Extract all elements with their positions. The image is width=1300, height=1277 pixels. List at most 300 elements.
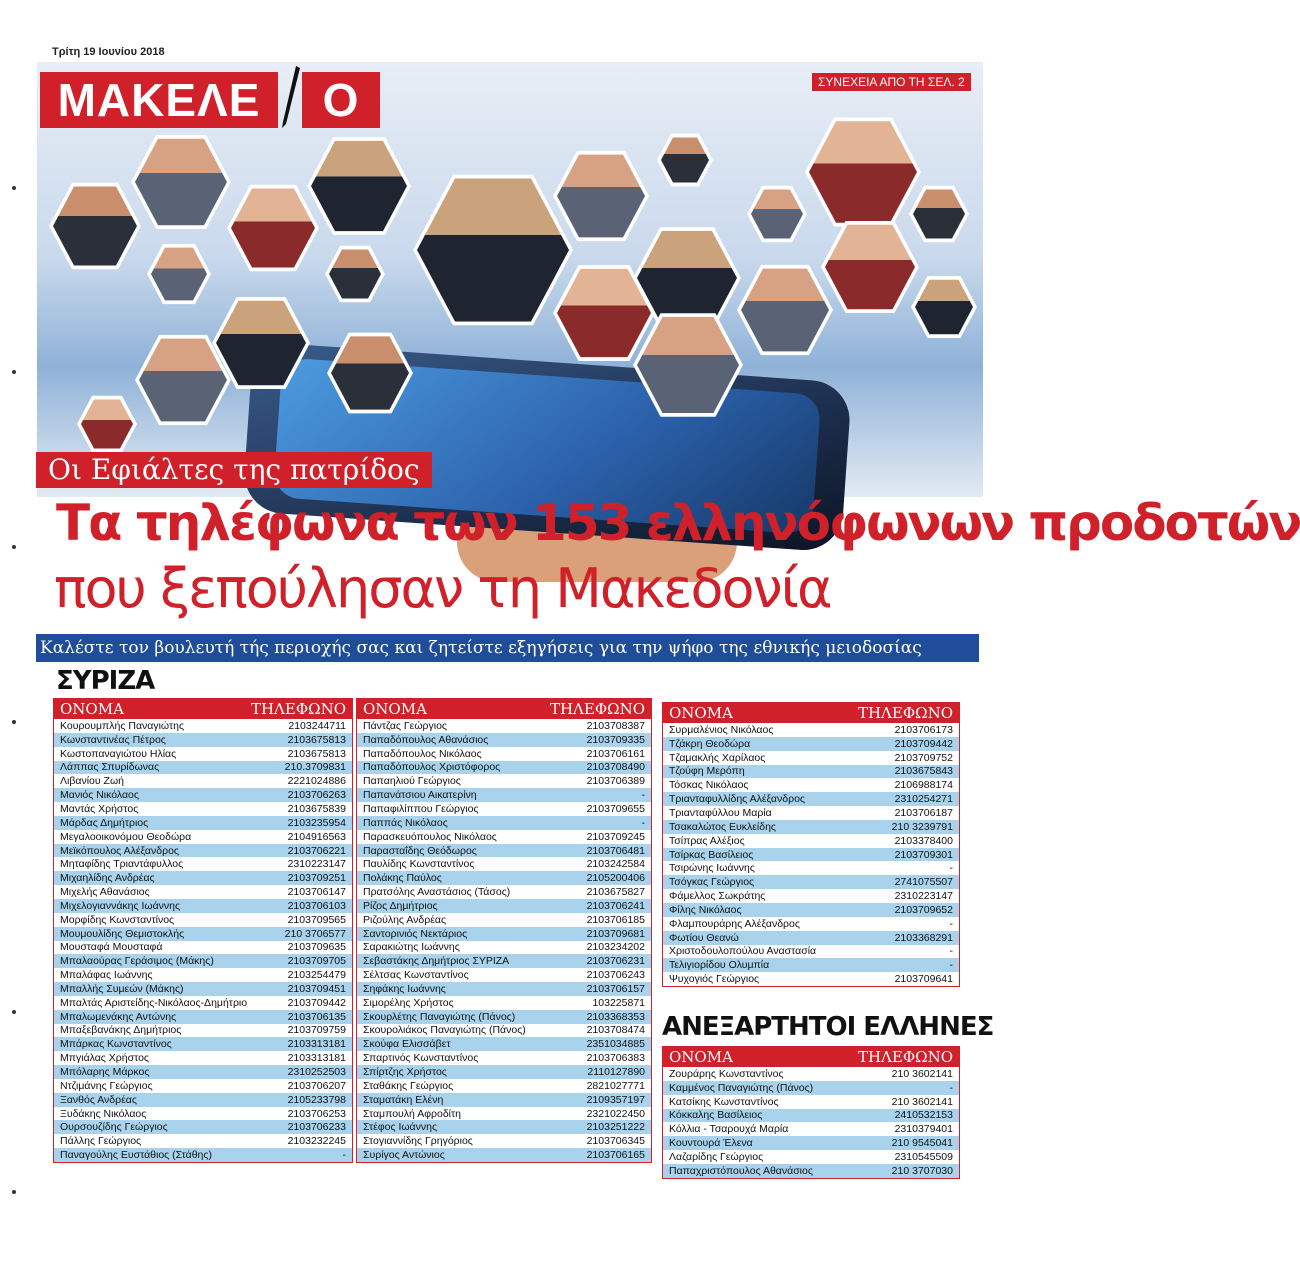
mp-phone: 2103235954 — [287, 816, 346, 829]
mp-phone: 2103232245 — [287, 1135, 346, 1148]
portrait-hex — [77, 394, 137, 454]
mp-name: Παπαδόπουλος Χριστόφορος — [363, 761, 501, 774]
mp-name: Φωτίου Θεανώ — [669, 931, 739, 944]
logo-text-right: Ο — [302, 72, 380, 128]
mp-name: Κουρουμπλής Παναγιώτης — [60, 719, 185, 732]
mp-phone: 2103244711 — [288, 719, 346, 732]
mp-name: Μιχαηλίδης Ανδρέας — [60, 872, 155, 885]
pen-icon — [278, 66, 302, 130]
table-row — [357, 913, 651, 927]
table-row — [54, 927, 352, 941]
mp-name: Ριζούλης Ανδρέας — [363, 913, 447, 926]
mp-phone: 2103706103 — [287, 899, 346, 912]
table-row — [663, 1081, 959, 1095]
table-row — [54, 830, 352, 844]
table-row — [54, 871, 352, 885]
portrait-hex — [657, 132, 713, 188]
mp-name: Σέλτσας Κωνσταντίνος — [363, 969, 469, 982]
table-row — [54, 1093, 352, 1107]
phone-column-header: ΤΗΛΕΦΩΝΟ — [857, 1048, 953, 1066]
table-row — [663, 737, 959, 751]
table-row — [663, 1136, 959, 1150]
mp-name: Τσίπρας Αλέξιος — [669, 834, 745, 847]
table-header — [663, 1047, 959, 1067]
mp-phone: 2103709335 — [586, 733, 645, 746]
mp-phone: 2103709251 — [287, 872, 346, 885]
mp-name: Μορφίδης Κωνσταντίνος — [60, 913, 175, 926]
mp-phone: 2103675813 — [287, 747, 346, 760]
mp-phone: 210 3602141 — [891, 1095, 953, 1108]
table-header — [54, 699, 352, 719]
table-row — [54, 857, 352, 871]
mp-phone: 210 3707030 — [891, 1164, 953, 1177]
table-row — [54, 802, 352, 816]
mp-phone: 2310223147 — [894, 890, 953, 903]
mp-name: Σεβαστάκης Δημήτριος ΣΥΡΙΖΑ — [363, 955, 510, 968]
mp-phone: 2109357197 — [586, 1093, 645, 1106]
mp-phone: 2103251222 — [586, 1121, 645, 1134]
mp-phone: - — [641, 789, 645, 802]
mp-name: Τσιρώνης Ιωάννης — [669, 862, 755, 875]
continued-from-badge: ΣΥΝΕΧΕΙΑ ΑΠΟ ΤΗ ΣΕΛ. 2 — [812, 73, 971, 91]
mp-name: Ψυχογιός Γεώργιος — [669, 973, 760, 986]
mp-phone: - — [949, 959, 953, 972]
mp-name: Πάλλης Γεώργιος — [60, 1135, 142, 1148]
mp-phone: 210 3239791 — [891, 820, 953, 833]
mp-phone: 2821027771 — [586, 1079, 645, 1092]
table-row — [54, 1010, 352, 1024]
table-row — [54, 1107, 352, 1121]
mp-phone: 2103368353 — [586, 1010, 645, 1023]
table-row — [663, 765, 959, 779]
mp-name: Μπόλαρης Μάρκος — [60, 1066, 150, 1079]
table-row — [357, 1134, 651, 1148]
mp-phone: 2103706263 — [287, 789, 346, 802]
mp-phone: 2310223147 — [287, 858, 346, 871]
table-row — [54, 899, 352, 913]
table-row — [357, 830, 651, 844]
mp-phone: 2105233798 — [287, 1093, 346, 1106]
table-row — [663, 972, 959, 986]
mp-name: Μπαλτάς Αριστείδης-Νικόλαος-Δημήτριο — [60, 996, 248, 1009]
mp-phone: 2310545509 — [894, 1150, 953, 1163]
mp-name: Σαρακιώτης Ιωάννης — [363, 941, 460, 954]
mp-phone: 2103706161 — [586, 747, 645, 760]
mp-phone: 2221024886 — [287, 775, 346, 788]
mp-name: Μηταφίδης Τριαντάφυλλος — [60, 858, 184, 871]
table-row — [663, 1150, 959, 1164]
mp-phone: 2103675827 — [586, 886, 645, 899]
table-row — [357, 774, 651, 788]
mp-phone: 2103242584 — [586, 858, 645, 871]
mp-phone: 2103706135 — [287, 1010, 346, 1023]
mp-name: Παπαδόπουλος Νικόλαος — [363, 747, 482, 760]
mp-phone: 2103709635 — [287, 941, 346, 954]
mp-phone: 2103709442 — [894, 737, 953, 750]
mp-phone: 2103675839 — [287, 802, 346, 815]
table-row — [663, 806, 959, 820]
mp-name: Λιβανίου Ζωή — [60, 775, 124, 788]
margin-mark — [12, 186, 16, 190]
mp-name: Ξυδάκης Νικόλαος — [60, 1107, 147, 1120]
mp-name: Σιμορέλης Χρήστος — [363, 996, 454, 1009]
phone-column-header: ΤΗΛΕΦΩΝΟ — [857, 704, 953, 722]
mp-name: Τζαμακλής Χαρίλαος — [669, 751, 766, 764]
mp-phone: 2103706231 — [586, 955, 645, 968]
mp-phone: 2310252503 — [287, 1066, 346, 1079]
table-row — [54, 761, 352, 775]
table-row — [54, 1037, 352, 1051]
mp-name: Σκούφα Ελισσάβετ — [363, 1038, 451, 1051]
mp-phone: 2103706221 — [287, 844, 346, 857]
portrait-hex — [737, 262, 833, 358]
table-row — [357, 1065, 651, 1079]
mp-name: Τόσκας Νικόλαος — [669, 779, 749, 792]
mp-name: Κουντουρά Έλενα — [669, 1137, 753, 1150]
mp-phone: 2410532153 — [894, 1109, 953, 1122]
mp-phone: 2310379401 — [894, 1123, 953, 1136]
table-row — [663, 1095, 959, 1109]
mp-name: Φάμελλος Σωκράτης — [669, 890, 766, 903]
mp-name: Μουσταφά Μουσταφά — [60, 941, 163, 954]
mp-name: Μπάρκας Κωνσταντίνος — [60, 1038, 172, 1051]
portrait-hex-large — [413, 170, 573, 330]
table-row — [54, 954, 352, 968]
table-header — [663, 703, 959, 723]
mp-name: Παρασκευόπουλος Νικόλαος — [363, 830, 497, 843]
table-row — [357, 1079, 651, 1093]
party-title-syriza: ΣΥΡΙΖΑ — [56, 666, 155, 696]
table-row — [54, 885, 352, 899]
mp-name: Μπαλλής Συμεών (Μάκης) — [60, 982, 184, 995]
mp-name: Στογιαννίδης Γρηγόριος — [363, 1135, 473, 1148]
issue-date: Τρίτη 19 Ιουνίου 2018 — [52, 46, 165, 58]
mp-name: Παπαδόπουλος Αθανάσιος — [363, 733, 489, 746]
table-row — [54, 1148, 352, 1162]
mp-name: Μπγιάλας Χρήστος — [60, 1052, 149, 1065]
mp-phone: 2103706389 — [586, 775, 645, 788]
mp-phone: - — [949, 1081, 953, 1094]
table-header — [357, 699, 651, 719]
mp-phone: 210 3602141 — [891, 1067, 953, 1080]
logo-text-left: ΜΑΚΕΛΕ — [40, 72, 278, 128]
table-row — [54, 719, 352, 733]
mp-phone: - — [342, 1149, 346, 1162]
mp-phone: 2103709705 — [287, 955, 346, 968]
mp-name: Τζάκρη Θεοδώρα — [669, 737, 751, 750]
mp-phone: 2103706233 — [287, 1121, 346, 1134]
mp-phone: 2103709245 — [586, 830, 645, 843]
mp-name: Τσόγκας Γεώργιος — [669, 876, 755, 889]
article-kicker: Οι Εφιάλτες της πατρίδος — [36, 452, 432, 488]
table-row — [357, 788, 651, 802]
mp-phone: - — [949, 945, 953, 958]
table-row — [663, 1109, 959, 1123]
table-row — [663, 917, 959, 931]
table-row — [54, 747, 352, 761]
table-row — [54, 1024, 352, 1038]
table-row — [54, 1065, 352, 1079]
table-row — [357, 968, 651, 982]
mp-phone: 2103708474 — [586, 1024, 645, 1037]
mp-name: Λαζαρίδης Γεώργιος — [669, 1150, 764, 1163]
table-row — [663, 1164, 959, 1178]
mp-phone: 2741075507 — [894, 876, 953, 889]
mp-phone: 2103706185 — [586, 913, 645, 926]
portrait-hex — [805, 114, 921, 230]
mp-phone: 2103313181 — [287, 1038, 346, 1051]
mp-phone: 2103708387 — [586, 719, 645, 732]
phone-table-col1 — [53, 698, 353, 1163]
mp-name: Τσίρκας Βασίλειος — [669, 848, 754, 861]
table-row — [663, 792, 959, 806]
mp-phone: 2103706157 — [586, 982, 645, 995]
mp-phone: 2103709565 — [287, 913, 346, 926]
mp-phone: 2103709681 — [586, 927, 645, 940]
mp-name: Πρατσόλης Αναστάσιος (Τάσος) — [363, 886, 511, 899]
mp-name: Μιχελής Αθανάσιος — [60, 886, 150, 899]
mp-phone: - — [949, 917, 953, 930]
mp-name: Μιχελογιαννάκης Ιωάννης — [60, 899, 181, 912]
mp-name: Λάππας Σπυρίδωνας — [60, 761, 160, 774]
headline-line-2: που ξεπούλησαν τη Μακεδονία — [54, 557, 831, 620]
mp-name: Παππάς Νικόλαος — [363, 816, 448, 829]
mp-name: Φίλης Νικόλαος — [669, 903, 742, 916]
mp-phone: 2103368291 — [894, 931, 953, 944]
mp-phone: 2104916563 — [287, 830, 346, 843]
portrait-hex — [131, 132, 231, 232]
table-row — [663, 751, 959, 765]
table-row — [357, 941, 651, 955]
table-row — [663, 861, 959, 875]
name-column-header: ΟΝΟΜΑ — [60, 700, 124, 718]
portrait-hex — [227, 182, 319, 274]
margin-mark — [12, 720, 16, 724]
mp-phone: 2103706253 — [287, 1107, 346, 1120]
phone-table-anel — [662, 1046, 960, 1179]
table-row — [54, 844, 352, 858]
table-row — [54, 982, 352, 996]
name-column-header: ΟΝΟΜΑ — [669, 704, 733, 722]
mp-phone: 2103708490 — [586, 761, 645, 774]
mp-name: Σκουρλέτης Παναγιώτης (Πάνος) — [363, 1010, 516, 1023]
mp-name: Στέφος Ιωάννης — [363, 1121, 438, 1134]
mp-name: Μάρδας Δημήτριος — [60, 816, 149, 829]
name-column-header: ΟΝΟΜΑ — [363, 700, 427, 718]
table-row — [357, 871, 651, 885]
mp-name: Σταθάκης Γεώργιος — [363, 1079, 454, 1092]
table-row — [663, 723, 959, 737]
table-row — [54, 996, 352, 1010]
table-row — [54, 913, 352, 927]
mp-name: Σπαρτινός Κωνσταντίνος — [363, 1052, 479, 1065]
table-row — [663, 1122, 959, 1136]
mp-name: Τζούφη Μερόπη — [669, 765, 745, 778]
mp-name: Σταματάκη Ελένη — [363, 1093, 444, 1106]
mp-name: Κωνσταντινέας Πέτρος — [60, 733, 166, 746]
margin-mark — [12, 370, 16, 374]
table-row — [663, 889, 959, 903]
portrait-hex — [911, 274, 977, 340]
table-row — [54, 968, 352, 982]
mp-name: Καμμένος Παναγιώτης (Πάνος) — [669, 1081, 814, 1094]
mp-name: Φλαμπουράρης Αλέξανδρος — [669, 917, 800, 930]
table-row — [663, 834, 959, 848]
mp-name: Μπαλαούρας Γεράσιμος (Μάκης) — [60, 955, 214, 968]
table-row — [663, 945, 959, 959]
phone-column-header: ΤΗΛΕΦΩΝΟ — [549, 700, 645, 718]
mp-phone: 2103706345 — [586, 1135, 645, 1148]
mp-name: Ζουράρης Κωνσταντίνος — [669, 1067, 784, 1080]
subheading-bar: Καλέστε τον βουλευτή τής περιοχής σας και ζητείστε εξηγήσεις για την ψήφο της εθνικής μειοδοσίας — [36, 634, 979, 662]
mp-name: Χριστοδουλοπούλου Αναστασία — [669, 945, 817, 958]
mp-phone: 210.3709831 — [284, 761, 346, 774]
table-row — [357, 761, 651, 775]
mp-phone: 2103254479 — [287, 969, 346, 982]
mp-phone: 2103706481 — [586, 844, 645, 857]
mp-name: Παπαχριστόπουλος Αθανάσιος — [669, 1164, 813, 1177]
table-row — [663, 903, 959, 917]
mp-name: Κατσίκης Κωνσταντίνος — [669, 1095, 779, 1108]
table-row — [54, 1134, 352, 1148]
portrait-hex — [49, 180, 141, 272]
table-row — [357, 1037, 651, 1051]
mp-phone: 2103313181 — [287, 1052, 346, 1065]
table-row — [663, 1067, 959, 1081]
portrait-hex — [747, 184, 807, 244]
portrait-hex — [307, 134, 411, 238]
mp-phone: 210 9545041 — [891, 1137, 953, 1150]
table-row — [357, 885, 651, 899]
mp-name: Ρίζος Δημήτριος — [363, 899, 438, 912]
mp-name: Τσακαλώτος Ευκλείδης — [669, 820, 776, 833]
mp-name: Τριανταφύλλου Μαρία — [669, 806, 772, 819]
mp-name: Μαντάς Χρήστος — [60, 802, 139, 815]
portrait-hex — [147, 242, 211, 306]
mp-phone: 2351034885 — [586, 1038, 645, 1051]
mp-name: Ουρσουζίδης Γεώργιος — [60, 1121, 168, 1134]
mp-name: Παρασταΐδης Θεόδωρος — [363, 844, 477, 857]
mp-phone: 2103709301 — [894, 848, 953, 861]
mp-phone: 2103706243 — [586, 969, 645, 982]
mp-phone: - — [641, 816, 645, 829]
table-row — [357, 844, 651, 858]
mp-name: Μανιός Νικόλαος — [60, 789, 139, 802]
mp-phone: 2103709759 — [287, 1024, 346, 1037]
mp-phone: 2310254271 — [894, 793, 953, 806]
newspaper-logo — [40, 66, 380, 130]
mp-name: Σκουρολιάκος Παναγιώτης (Πάνος) — [363, 1024, 526, 1037]
mp-name: Τριανταφυλλίδης Αλέξανδρος — [669, 793, 805, 806]
portrait-hex — [909, 184, 969, 244]
table-row — [357, 1148, 651, 1162]
table-row — [54, 1079, 352, 1093]
mp-name: Σηφάκης Ιωάννης — [363, 982, 446, 995]
table-row — [357, 816, 651, 830]
name-column-header: ΟΝΟΜΑ — [669, 1048, 733, 1066]
mp-phone: 2106988174 — [894, 779, 953, 792]
table-row — [357, 719, 651, 733]
mp-phone: 2103706165 — [586, 1149, 645, 1162]
mp-name: Ντζιμάνης Γεώργιος — [60, 1079, 153, 1092]
mp-phone: 2105200406 — [586, 872, 645, 885]
mp-phone: 103225871 — [592, 996, 645, 1009]
mp-phone: 2103706241 — [586, 899, 645, 912]
margin-mark — [12, 545, 16, 549]
table-row — [663, 848, 959, 862]
mp-name: Πολάκης Παύλος — [363, 872, 442, 885]
mp-phone: 2103675813 — [287, 733, 346, 746]
mp-name: Κόκκαλης Βασίλειος — [669, 1109, 763, 1122]
mp-phone: 2103709655 — [586, 802, 645, 815]
margin-mark — [12, 1190, 16, 1194]
table-row — [663, 778, 959, 792]
table-row — [357, 1107, 651, 1121]
table-row — [357, 733, 651, 747]
mp-name: Παπανάτσιου Αικατερίνη — [363, 789, 477, 802]
table-row — [357, 899, 651, 913]
mp-name: Τελιγιορίδου Ολυμπία — [669, 959, 770, 972]
table-row — [357, 1051, 651, 1065]
mp-name: Συρίγος Αντώνιος — [363, 1149, 445, 1162]
table-row — [54, 733, 352, 747]
mp-name: Συρμαλένιος Νικόλαος — [669, 723, 774, 736]
mp-name: Σπίρτζης Χρήστος — [363, 1066, 447, 1079]
mp-phone: 2103709652 — [894, 903, 953, 916]
table-row — [54, 941, 352, 955]
mp-phone: 2321022450 — [586, 1107, 645, 1120]
table-row — [357, 982, 651, 996]
mp-name: Παυλίδης Κωνσταντίνος — [363, 858, 475, 871]
mp-phone: 2103709752 — [894, 751, 953, 764]
mp-name: Παπαφιλίππου Γεώργιος — [363, 802, 479, 815]
table-row — [357, 747, 651, 761]
mp-name: Μπαλωμενάκης Αντώνης — [60, 1010, 177, 1023]
mp-phone: 210 3706577 — [284, 927, 346, 940]
table-row — [357, 1024, 651, 1038]
mp-name: Μπαξεβανάκης Δημήτριος — [60, 1024, 182, 1037]
table-row — [357, 1120, 651, 1134]
mp-phone: 2103706147 — [287, 886, 346, 899]
mp-phone: 2103675843 — [894, 765, 953, 778]
phone-table-col2 — [356, 698, 652, 1163]
phone-table-col3 — [662, 702, 960, 987]
table-row — [663, 958, 959, 972]
portrait-hex — [821, 218, 919, 316]
table-row — [357, 1093, 651, 1107]
margin-mark — [12, 1010, 16, 1014]
table-row — [663, 820, 959, 834]
mp-phone: 2103378400 — [894, 834, 953, 847]
mp-phone: 2103234202 — [586, 941, 645, 954]
mp-phone: 2103706207 — [287, 1079, 346, 1092]
table-row — [357, 954, 651, 968]
headline-line-1: Τα τηλέφωνα των 153 ελληνόφωνων προδοτών — [56, 494, 1300, 552]
mp-name: Ξανθός Ανδρέας — [60, 1093, 137, 1106]
table-row — [54, 788, 352, 802]
mp-phone: 2103709451 — [287, 982, 346, 995]
table-row — [663, 931, 959, 945]
mp-name: Πάντζας Γεώργιος — [363, 719, 447, 732]
table-row — [357, 927, 651, 941]
phone-column-header: ΤΗΛΕΦΩΝΟ — [250, 700, 346, 718]
mp-name: Παπαηλιού Γεώργιος — [363, 775, 461, 788]
mp-phone: 2103706383 — [586, 1052, 645, 1065]
mp-name: Μουμουλίδης Θεμιστοκλής — [60, 927, 185, 940]
table-row — [54, 1051, 352, 1065]
table-row — [54, 774, 352, 788]
mp-name: Σταμπουλή Αφροδίτη — [363, 1107, 462, 1120]
